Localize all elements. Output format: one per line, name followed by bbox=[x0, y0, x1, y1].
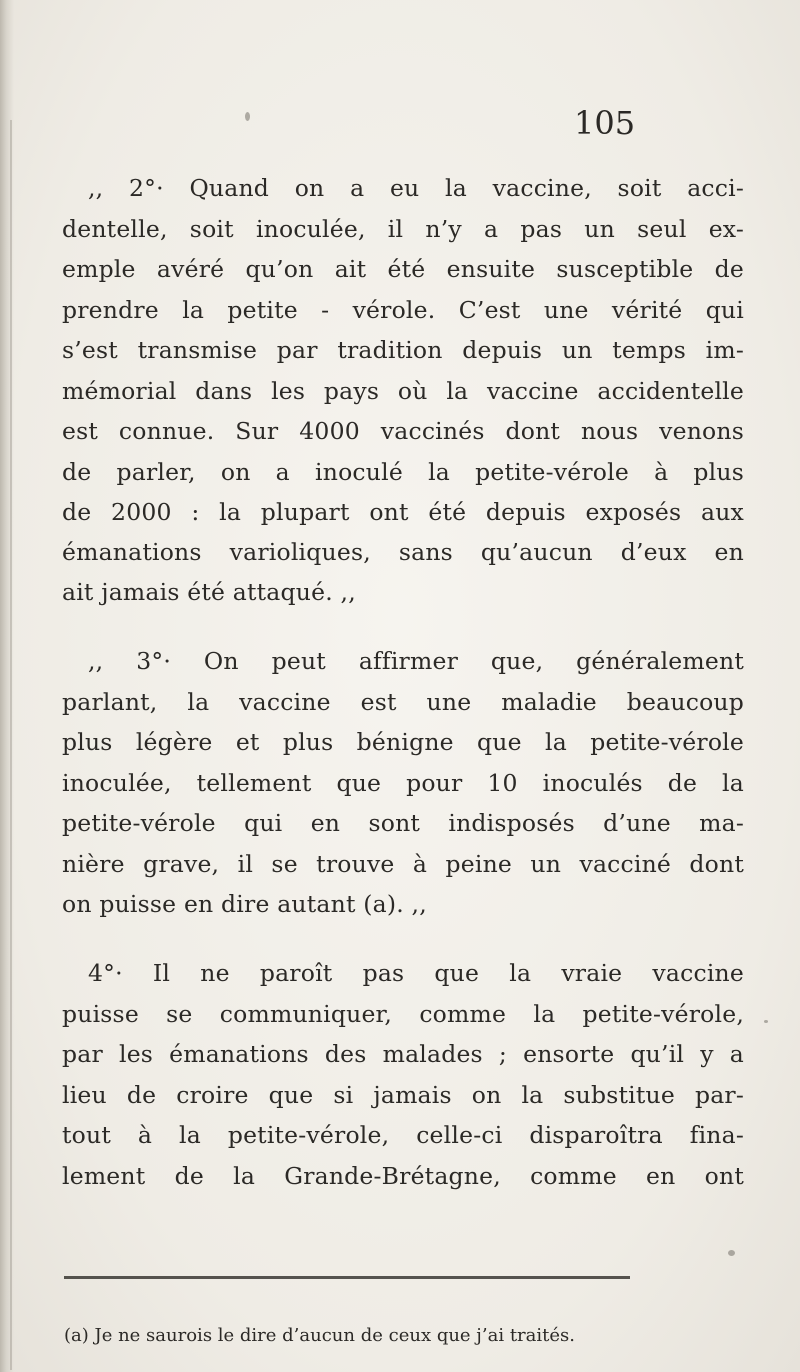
text-line: emple avéré qu’on ait été ensuite susceptible de bbox=[62, 255, 744, 283]
text-line: inoculée, tellement que pour 10 inoculés de la bbox=[62, 769, 744, 797]
text-line: s’est transmise par tradition depuis un temps im- bbox=[62, 336, 744, 364]
paper-speck bbox=[764, 1020, 768, 1023]
page-number: 105 bbox=[574, 104, 636, 142]
page-binding-edge bbox=[10, 120, 12, 1370]
text-line: ,, 2°· Quand on a eu la vaccine, soit acci- bbox=[88, 174, 744, 202]
text-line: plus légère et plus bénigne que la petite-vérole bbox=[62, 728, 744, 756]
text-line: petite-vérole qui en sont indisposés d’une ma- bbox=[62, 809, 744, 837]
text-line: est connue. Sur 4000 vaccinés dont nous venons bbox=[62, 417, 744, 445]
text-line: prendre la petite - vérole. C’est une vérité qui bbox=[62, 296, 744, 324]
text-line: mémorial dans les pays où la vaccine accidentelle bbox=[62, 377, 744, 405]
text-line: ,, 3°· On peut affirmer que, généralement bbox=[88, 647, 744, 675]
text-line: lement de la Grande-Brétagne, comme en ont bbox=[62, 1162, 744, 1190]
paper-speck bbox=[245, 112, 250, 121]
footnote: (a) Je ne saurois le dire d’aucun de ceux que j’ai traités. bbox=[64, 1325, 575, 1346]
text-line: de parler, on a inoculé la petite-vérole à plus bbox=[62, 458, 744, 486]
text-line: on puisse en dire autant (a). ,, bbox=[62, 890, 427, 918]
text-line: dentelle, soit inoculée, il n’y a pas un seul ex- bbox=[62, 215, 744, 243]
text-line: lieu de croire que si jamais on la substitue par- bbox=[62, 1081, 744, 1109]
text-line: tout à la petite-vérole, celle-ci disparoîtra fina- bbox=[62, 1121, 744, 1149]
text-line: émanations varioliques, sans qu’aucun d’eux en bbox=[62, 538, 744, 566]
text-line: parlant, la vaccine est une maladie beaucoup bbox=[62, 688, 744, 716]
paper-speck bbox=[728, 1250, 735, 1256]
text-line: nière grave, il se trouve à peine un vacciné dont bbox=[62, 850, 744, 878]
text-line: ait jamais été attaqué. ,, bbox=[62, 578, 356, 606]
footnote-separator-rule bbox=[64, 1276, 630, 1279]
text-line: puisse se communiquer, comme la petite-vérole, bbox=[62, 1000, 744, 1028]
text-line: de 2000 : la plupart ont été depuis exposés aux bbox=[62, 498, 744, 526]
text-line: 4°· Il ne paroît pas que la vraie vaccine bbox=[88, 959, 744, 987]
text-line: par les émanations des malades ; ensorte qu’il y a bbox=[62, 1040, 744, 1068]
